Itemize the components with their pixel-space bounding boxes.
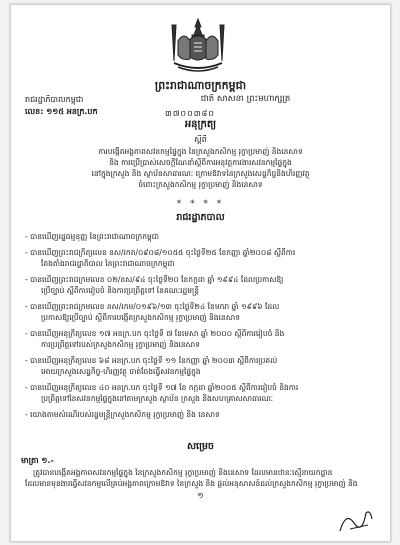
consideration-item: - បានឃើញព្រះរាជក្រមលេខ នស/រកម/០១៩៦/១៣ ចុះថ្ងៃទី២៤ ខែមករា ឆ្នាំ ១៩៩៦ ដែល	[25, 302, 280, 311]
consideration-item: - បានឃើញអនុក្រឹត្យលេខ ៤០ អនក្រ.បក ចុះថ្ងៃទី ១៧ ខែ កក្កដា ឆ្នាំ២០០៥ ស្តីពីការរៀបចំ និងការ	[25, 383, 299, 392]
subject-line: ចំពោះក្រសួងកសិកម្ម រុក្ខាប្រមាញ់ និងនេសាទ	[138, 180, 263, 189]
document-page	[10, 4, 391, 542]
subject-line: ការបង្កើតអង្គភាពសវនកម្មផ្ទៃក្នុង នៃក្រសួងកសិកម្ម រុក្ខាប្រមាញ់ និងនេសាទ	[98, 147, 303, 156]
decorative-ornament: ៣៧០០៣៨០	[165, 109, 215, 118]
handwritten-initial-mark	[336, 505, 376, 535]
subject-line: នៅក្នុងក្រសួង និង ស្ថាប័នសាធារណៈ ក្រោមឱវាទនៃក្រសួងសេដ្ឋកិច្ចនិងហិរញ្ញវត្ថុ	[91, 169, 310, 178]
consideration-continuation: ប្រព្រឹត្តទៅនៃសវនកម្មផ្ទៃក្នុងនៅតាមក្រសួង ស្ថាប័ន ក្រសួង និងសហគ្រាសសាធារណៈ	[41, 394, 274, 403]
royal-coat-of-arms-emblem	[166, 17, 230, 77]
article-label: មាត្រា ១.-	[21, 456, 54, 465]
consideration-item: - បានឃើញព្រះរាជក្រមលេខ ០២/នស/៩៤ ចុះថ្ងៃទី២០ ខែកក្កដា ឆ្នាំ ១៩៩៤ ដែលប្រកាសឱ្យ	[25, 275, 284, 284]
government-heading: រាជរដ្ឋាភិបាល	[176, 213, 225, 223]
consideration-item: - បានឃើញអនុក្រឹត្យលេខ ៦៨ អនក្រ.បក ចុះថ្ងៃទី ១១ ខែកញ្ញា ឆ្នាំ ២០០៣ ស្តីពីការប្រគល់	[25, 356, 278, 365]
consideration-continuation: ការប្រព្រឹត្តទៅរបស់ក្រសួងកសិកម្ម រុក្ខាប្រមាញ់ និងនេសាទ	[41, 340, 200, 349]
consideration-continuation: តែងតាំងរាជរដ្ឋាភិបាល នៃព្រះរាជាណាចក្រកម្ពុជា	[41, 259, 175, 268]
decision-heading: សម្រេច	[187, 442, 214, 452]
subject-intro: ស្តីពី	[194, 135, 207, 144]
consideration-item: - បានឃើញព្រះរាជក្រឹត្យលេខ នស/រកត/០៩០៨/១០៥៥ ចុះថ្ងៃទី២៥ ខែកញ្ញា ឆ្នាំ២០០៨ ស្តីពីការ	[25, 248, 296, 257]
consideration-continuation: ប្រើច្បាប់ ស្តីពីការរៀបចំ និងការប្រព្រឹត្តទៅ នៃគណៈរដ្ឋមន្ត្រី	[41, 286, 200, 295]
consideration-item: - យោងតាមសំណើរបស់រដ្ឋមន្ត្រីក្រសួងកសិកម្ម រុក្ខាប្រមាញ់ និង នេសាទ	[25, 410, 220, 419]
separator-stars: * * * *	[176, 199, 225, 209]
consideration-continuation: ប្រកាសឱ្យប្រើច្បាប់ ស្តីពីការបង្កើតក្រសួងកសិកម្ម រុក្ខាប្រមាញ់ និងនេសាទ	[41, 313, 240, 322]
kingdom-heading: ព្រះរាជាណាចក្រកម្ពុជា	[154, 79, 247, 92]
consideration-continuation: អោយក្រសួងសេដ្ឋកិច្ច-ហិរញ្ញវត្ថុ ចាត់ចែងធ្វើសវនកម្មផ្ទៃក្នុង	[41, 367, 201, 376]
article-body-line: ដែលមានមុខងារធ្វើសវនកម្មលើគ្រប់អង្គភាពក្រោមឱវាទ នៃក្រសួង និង ផ្តល់អនុសាសន៍ដល់ក្រសួងកសិកម្ម រុក្ខាប្រមាញ់ និង	[25, 479, 358, 488]
consideration-item: - បានឃើញអនុក្រឹត្យលេខ ១៧ អនក្រ.បក ចុះថ្ងៃទី ៧ ខែមេសា ឆ្នាំ ២០០០ ស្តីពីការរៀបចំ និង	[25, 329, 285, 338]
page-number: ១	[197, 491, 204, 500]
subject-line: និង ការប្រើប្រាស់សេចក្តីណែនាំស្តីពីការអនុវត្តការងារសវនកម្មផ្ទៃក្នុង	[109, 158, 292, 167]
issuer-label: រាជរដ្ឋាភិបាលកម្ពុជា	[25, 95, 84, 104]
national-motto: ជាតិ សាសនា ព្រះមហាក្សត្រ	[200, 94, 291, 104]
document-type-title: អនុក្រឹត្យ	[184, 120, 217, 130]
consideration-item: - បានឃើញរដ្ឋធម្មនុញ្ញ នៃព្រះរាជាណាចក្រកម្ពុជា	[25, 232, 159, 241]
article-body-line: ត្រូវបានបង្កើតអង្គភាពសវនកម្មផ្ទៃក្នុង នៃក្រសួងកសិកម្ម រុក្ខាប្រមាញ់ និងនេសាទ ដែលមានឋានៈស្មើនាយកដ្ឋាន	[33, 468, 333, 477]
document-number: លេខ: ១១៥ អនក្រ.បក	[25, 107, 98, 116]
